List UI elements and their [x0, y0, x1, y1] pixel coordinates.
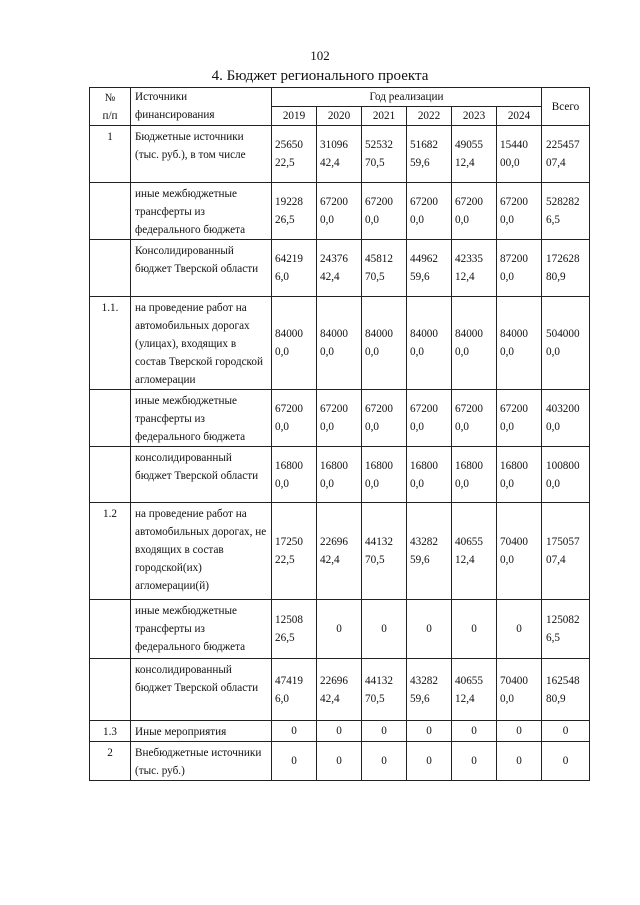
year-value: 84000 0,0 — [452, 297, 497, 390]
total-value: 528282 6,5 — [542, 183, 590, 240]
year-value: 45812 70,5 — [362, 240, 407, 297]
year-value: 17250 22,5 — [272, 503, 317, 600]
year-value: 67200 0,0 — [497, 183, 542, 240]
table-row — [90, 240, 590, 297]
year-value: 0 — [407, 742, 452, 781]
year-value: 67200 0,0 — [452, 390, 497, 447]
year-value: 31096 42,4 — [317, 126, 362, 183]
year-value: 0 — [317, 721, 362, 742]
funding-source: иные межбюджетные трансферты из федерального бюджета — [131, 390, 272, 447]
table-row — [90, 390, 590, 447]
row-number: 1.3 — [90, 721, 131, 742]
table-row — [90, 742, 590, 781]
budget-table — [89, 87, 590, 781]
row-number — [90, 240, 131, 297]
year-value: 0 — [362, 742, 407, 781]
year-value: 40655 12,4 — [452, 503, 497, 600]
row-number — [90, 390, 131, 447]
total-value: 125082 6,5 — [542, 600, 590, 659]
total-value: 403200 0,0 — [542, 390, 590, 447]
header-year-group: Год реализации — [272, 88, 542, 107]
year-value: 44962 59,6 — [407, 240, 452, 297]
year-value: 67200 0,0 — [362, 183, 407, 240]
year-value: 0 — [317, 600, 362, 659]
total-value: 0 — [542, 721, 590, 742]
year-value: 67200 0,0 — [407, 390, 452, 447]
header-total: Всего — [542, 88, 590, 126]
header-year: 2024 — [497, 107, 542, 126]
header-year: 2019 — [272, 107, 317, 126]
table-row — [90, 126, 590, 183]
row-number — [90, 183, 131, 240]
year-value: 0 — [317, 742, 362, 781]
year-value: 51682 59,6 — [407, 126, 452, 183]
funding-source: консолидированный бюджет Тверской области — [131, 659, 272, 721]
year-value: 43282 59,6 — [407, 659, 452, 721]
year-value: 0 — [272, 721, 317, 742]
funding-source: Консолидированный бюджет Тверской области — [131, 240, 272, 297]
year-value: 0 — [362, 600, 407, 659]
year-value: 25650 22,5 — [272, 126, 317, 183]
year-value: 67200 0,0 — [317, 390, 362, 447]
year-value: 64219 6,0 — [272, 240, 317, 297]
funding-source: консолидированный бюджет Тверской области — [131, 447, 272, 503]
year-value: 22696 42,4 — [317, 503, 362, 600]
total-value: 0 — [542, 742, 590, 781]
year-value: 70400 0,0 — [497, 503, 542, 600]
funding-source: иные межбюджетные трансферты из федерального бюджета — [131, 183, 272, 240]
year-value: 24376 42,4 — [317, 240, 362, 297]
row-number — [90, 600, 131, 659]
year-value: 0 — [497, 721, 542, 742]
total-value: 172628 80,9 — [542, 240, 590, 297]
table-row — [90, 503, 590, 600]
year-value: 42335 12,4 — [452, 240, 497, 297]
row-number: 1.1. — [90, 297, 131, 390]
year-value: 67200 0,0 — [452, 183, 497, 240]
total-value: 162548 80,9 — [542, 659, 590, 721]
table-row — [90, 659, 590, 721]
header-year: 2021 — [362, 107, 407, 126]
year-value: 16800 0,0 — [452, 447, 497, 503]
year-value: 16800 0,0 — [317, 447, 362, 503]
year-value: 47419 6,0 — [272, 659, 317, 721]
year-value: 0 — [407, 600, 452, 659]
year-value: 67200 0,0 — [272, 390, 317, 447]
total-value: 225457 07,4 — [542, 126, 590, 183]
year-value: 52532 70,5 — [362, 126, 407, 183]
table-row — [90, 297, 590, 390]
table-row — [90, 600, 590, 659]
year-value: 44132 70,5 — [362, 659, 407, 721]
year-value: 67200 0,0 — [317, 183, 362, 240]
year-value: 0 — [452, 742, 497, 781]
row-number — [90, 659, 131, 721]
header-source: Источники финансирования — [131, 88, 272, 126]
year-value: 67200 0,0 — [362, 390, 407, 447]
total-value: 175057 07,4 — [542, 503, 590, 600]
year-value: 84000 0,0 — [272, 297, 317, 390]
page-number: 102 — [310, 48, 330, 63]
row-number — [90, 447, 131, 503]
year-value: 70400 0,0 — [497, 659, 542, 721]
year-value: 0 — [272, 742, 317, 781]
year-value: 16800 0,0 — [497, 447, 542, 503]
funding-source: Внебюджетные источники (тыс. руб.) — [131, 742, 272, 781]
year-value: 0 — [362, 721, 407, 742]
year-value: 84000 0,0 — [497, 297, 542, 390]
year-value: 0 — [497, 600, 542, 659]
header-year: 2023 — [452, 107, 497, 126]
table-row — [90, 183, 590, 240]
year-value: 16800 0,0 — [272, 447, 317, 503]
header-num: № п/п — [90, 88, 131, 126]
year-value: 19228 26,5 — [272, 183, 317, 240]
year-value: 0 — [407, 721, 452, 742]
year-value: 67200 0,0 — [407, 183, 452, 240]
year-value: 12508 26,5 — [272, 600, 317, 659]
row-number: 1.2 — [90, 503, 131, 600]
funding-source: на проведение работ на автомобильных дорогах (улицах), входящих в состав Тверской городской агломерации — [131, 297, 272, 390]
table-row — [90, 447, 590, 503]
row-number: 1 — [90, 126, 131, 183]
row-number: 2 — [90, 742, 131, 781]
year-value: 84000 0,0 — [407, 297, 452, 390]
year-value: 0 — [452, 600, 497, 659]
year-value: 0 — [497, 742, 542, 781]
document-title: 4. Бюджет регионального проекта — [211, 68, 429, 84]
year-value: 22696 42,4 — [317, 659, 362, 721]
funding-source: на проведение работ на автомобильных дорогах, не входящих в состав городской(их) агломерации(й) — [131, 503, 272, 600]
funding-source: Иные мероприятия — [131, 721, 272, 742]
year-value: 43282 59,6 — [407, 503, 452, 600]
table-row — [90, 721, 590, 742]
total-value: 504000 0,0 — [542, 297, 590, 390]
funding-source: иные межбюджетные трансферты из федерального бюджета — [131, 600, 272, 659]
year-value: 49055 12,4 — [452, 126, 497, 183]
funding-source: Бюджетные источники (тыс. руб.), в том числе — [131, 126, 272, 183]
year-value: 0 — [452, 721, 497, 742]
header-year: 2020 — [317, 107, 362, 126]
year-value: 40655 12,4 — [452, 659, 497, 721]
year-value: 84000 0,0 — [362, 297, 407, 390]
year-value: 84000 0,0 — [317, 297, 362, 390]
year-value: 16800 0,0 — [362, 447, 407, 503]
year-value: 87200 0,0 — [497, 240, 542, 297]
year-value: 15440 00,0 — [497, 126, 542, 183]
total-value: 100800 0,0 — [542, 447, 590, 503]
year-value: 67200 0,0 — [497, 390, 542, 447]
year-value: 44132 70,5 — [362, 503, 407, 600]
year-value: 16800 0,0 — [407, 447, 452, 503]
header-year: 2022 — [407, 107, 452, 126]
